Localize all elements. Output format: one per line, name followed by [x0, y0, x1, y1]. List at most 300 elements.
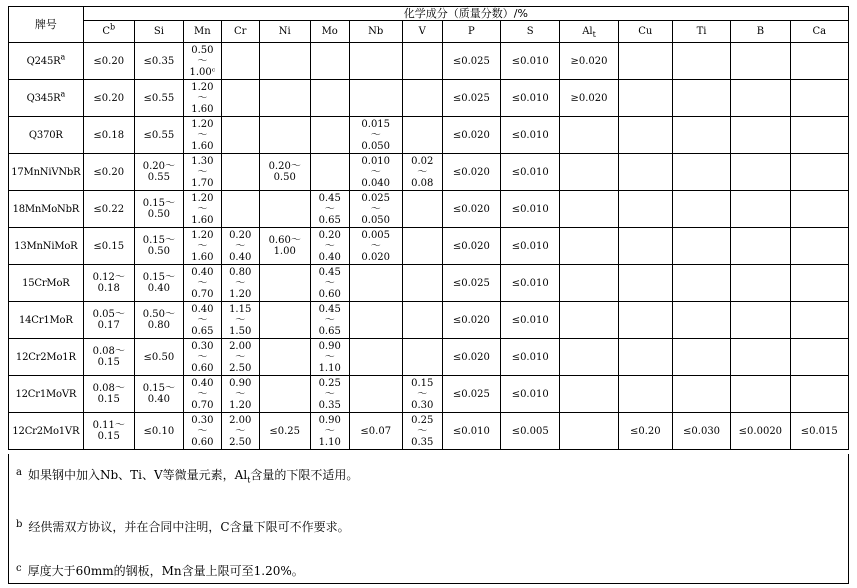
composition-value: ≤0.25 [269, 425, 301, 437]
value-cell-cu [618, 80, 672, 117]
grade-cell [9, 43, 84, 80]
value-cell-v [402, 376, 442, 413]
value-cell-mo [310, 80, 349, 117]
value-cell-v [402, 43, 442, 80]
value-cell-ni [259, 80, 310, 117]
composition-value: 0.50～ 0.80 [142, 309, 176, 331]
value-cell-ca [790, 413, 848, 450]
value-cell-mo [310, 117, 349, 154]
value-cell-al [560, 376, 618, 413]
value-cell-c [83, 265, 134, 302]
value-cell-mn [183, 43, 221, 80]
value-cell-cu [618, 228, 672, 265]
value-cell-ca [790, 191, 848, 228]
value-cell-cu [618, 413, 672, 450]
value-cell-p [442, 413, 500, 450]
value-cell-c [83, 228, 134, 265]
value-cell-cu [618, 117, 672, 154]
composition-value: ≥0.020 [570, 55, 608, 67]
grade-name: 17MnNiVNbR [11, 166, 81, 178]
value-cell-ti [672, 191, 730, 228]
element-symbol: Cu [638, 26, 653, 37]
value-cell-b [731, 154, 790, 191]
element-symbol: Ca [812, 26, 827, 37]
value-cell-cr [221, 339, 259, 376]
value-cell-ti [672, 154, 730, 191]
composition-value: ≤0.18 [93, 129, 125, 141]
table-row [9, 376, 849, 413]
value-cell-cr [221, 43, 259, 80]
grade-name: 13MnNiMoR [14, 240, 78, 252]
value-cell-b [731, 117, 790, 154]
footnote-a-mark: a [16, 467, 22, 478]
table-row [9, 191, 849, 228]
composition-value: ≤0.0020 [738, 425, 783, 437]
composition-value: ≤0.010 [511, 129, 549, 141]
value-cell-p [442, 228, 500, 265]
element-header-ca [790, 21, 848, 43]
composition-value: ≤0.010 [511, 203, 549, 215]
grade-name: 14Cr1MoR [18, 314, 73, 326]
value-cell-cu [618, 265, 672, 302]
value-cell-si [134, 80, 183, 117]
composition-value: 0.90 ～ 1.10 [318, 414, 341, 448]
value-cell-ti [672, 43, 730, 80]
composition-value: ≤0.020 [452, 314, 490, 326]
composition-value: 1.20 ～ 1.60 [191, 229, 214, 263]
value-cell-mo [310, 413, 349, 450]
value-cell-ni [259, 339, 310, 376]
value-cell-s [501, 80, 560, 117]
composition-value: ≤0.55 [143, 92, 175, 104]
value-cell-v [402, 339, 442, 376]
grade-name: Q245R [26, 55, 61, 67]
value-cell-mo [310, 376, 349, 413]
value-cell-nb [349, 80, 402, 117]
value-cell-v [402, 154, 442, 191]
value-cell-mo [310, 339, 349, 376]
value-cell-ti [672, 413, 730, 450]
value-cell-s [501, 117, 560, 154]
grade-name: 12Cr2Mo1VR [12, 425, 80, 437]
value-cell-c [83, 339, 134, 376]
grade-cell [9, 80, 84, 117]
value-cell-nb [349, 339, 402, 376]
value-cell-c [83, 413, 134, 450]
element-symbol: Cr [233, 26, 247, 37]
grade-cell [9, 413, 84, 450]
value-cell-mo [310, 43, 349, 80]
value-cell-b [731, 413, 790, 450]
value-cell-mn [183, 117, 221, 154]
value-cell-v [402, 80, 442, 117]
composition-value: 0.02 ～ 0.08 [411, 155, 434, 189]
value-cell-mn [183, 376, 221, 413]
grade-name: Q370R [28, 129, 63, 141]
value-cell-ni [259, 228, 310, 265]
composition-value: ≤0.030 [683, 425, 721, 437]
value-cell-al [560, 154, 618, 191]
composition-value: 0.90 ～ 1.20 [229, 377, 252, 411]
value-cell-s [501, 43, 560, 80]
table-row [9, 413, 849, 450]
value-cell-v [402, 117, 442, 154]
element-header-c [83, 21, 134, 43]
composition-value: 1.20 ～ 1.60 [191, 118, 214, 152]
table-row [9, 228, 849, 265]
value-cell-c [83, 376, 134, 413]
value-cell-ca [790, 228, 848, 265]
value-cell-v [402, 413, 442, 450]
element-header-mo [310, 21, 349, 43]
composition-value: 2.00 ～ 2.50 [229, 340, 252, 374]
composition-value: 0.45 ～ 0.65 [318, 303, 341, 337]
composition-value: 1.30 ～ 1.70 [191, 155, 214, 189]
value-cell-c [83, 154, 134, 191]
element-header-ti [672, 21, 730, 43]
composition-value: ≤0.20 [93, 92, 125, 104]
value-cell-ti [672, 228, 730, 265]
composition-value: 0.45 ～ 0.65 [318, 192, 341, 226]
composition-value: ≤0.015 [800, 425, 838, 437]
value-cell-b [731, 265, 790, 302]
composition-value: ≤0.15 [93, 240, 125, 252]
value-cell-mn [183, 154, 221, 191]
value-cell-mo [310, 302, 349, 339]
composition-value: ≤0.025 [452, 92, 490, 104]
value-cell-nb [349, 191, 402, 228]
composition-value: 0.50 ～ 1.00ᶜ [189, 44, 216, 78]
composition-value: ≤0.010 [511, 240, 549, 252]
composition-value: ≤0.010 [511, 351, 549, 363]
footnote-c-text: 厚度大于60mm的钢板，Mn含量上限可至1.20%。 [27, 564, 304, 578]
composition-value: 0.15～ 0.40 [142, 272, 176, 294]
footnote-a [16, 468, 358, 484]
composition-value: 0.025 ～ 0.050 [361, 192, 391, 226]
composition-value: ≤0.025 [452, 388, 490, 400]
composition-value: 0.05～ 0.17 [92, 309, 125, 331]
composition-value: ≤0.020 [452, 240, 490, 252]
composition-value: 0.30 ～ 0.60 [191, 340, 214, 374]
value-cell-ca [790, 43, 848, 80]
value-cell-v [402, 265, 442, 302]
composition-value: ≥0.020 [570, 92, 608, 104]
grade-header: 牌号 [9, 7, 84, 43]
value-cell-s [501, 339, 560, 376]
value-cell-cr [221, 265, 259, 302]
value-cell-cr [221, 228, 259, 265]
value-cell-ni [259, 265, 310, 302]
value-cell-c [83, 302, 134, 339]
element-symbol: Mo [321, 26, 338, 37]
value-cell-si [134, 154, 183, 191]
footnote-b-mark: b [16, 519, 23, 530]
grade-name: 12Cr1MoVR [15, 388, 77, 400]
value-cell-nb [349, 376, 402, 413]
composition-value: ≤0.010 [452, 425, 490, 437]
value-cell-al [560, 43, 618, 80]
value-cell-v [402, 228, 442, 265]
value-cell-cu [618, 339, 672, 376]
value-cell-c [83, 117, 134, 154]
value-cell-mn [183, 80, 221, 117]
value-cell-ca [790, 117, 848, 154]
composition-value: ≤0.010 [511, 388, 549, 400]
table-row [9, 117, 849, 154]
composition-value: ≤0.20 [93, 166, 125, 178]
value-cell-cu [618, 376, 672, 413]
value-cell-ni [259, 43, 310, 80]
element-symbol: Mn [194, 26, 211, 37]
composition-value: 0.20～ 0.55 [142, 161, 176, 183]
value-cell-s [501, 302, 560, 339]
value-cell-c [83, 191, 134, 228]
composition-value: ≤0.010 [511, 92, 549, 104]
composition-header: 化学成分（质量分数）/% [83, 7, 848, 21]
composition-value: ≤0.50 [143, 351, 175, 363]
composition-value: 0.12～ 0.18 [92, 272, 125, 294]
value-cell-b [731, 339, 790, 376]
composition-value: ≤0.55 [143, 129, 175, 141]
composition-value: 0.15～ 0.50 [142, 198, 176, 220]
value-cell-nb [349, 43, 402, 80]
composition-value: 1.15 ～ 1.50 [229, 303, 252, 337]
composition-value: ≤0.010 [511, 166, 549, 178]
composition-value: 0.25 ～ 0.35 [411, 414, 434, 448]
composition-value: 0.25 ～ 0.35 [318, 377, 341, 411]
value-cell-cu [618, 43, 672, 80]
value-cell-si [134, 339, 183, 376]
value-cell-si [134, 413, 183, 450]
grade-cell [9, 376, 84, 413]
composition-value: 0.30 ～ 0.60 [191, 414, 214, 448]
composition-value: ≤0.025 [452, 55, 490, 67]
element-header-cu [618, 21, 672, 43]
value-cell-si [134, 191, 183, 228]
value-cell-s [501, 191, 560, 228]
composition-value: 0.015 ～ 0.050 [361, 118, 391, 152]
element-symbol: Ti [696, 26, 707, 37]
value-cell-cr [221, 376, 259, 413]
composition-value: ≤0.07 [360, 425, 392, 437]
value-cell-ni [259, 302, 310, 339]
footnote-b-text: 经供需双方协议，并在合同中注明，C含量下限可不作要求。 [28, 520, 350, 534]
grade-cell [9, 339, 84, 376]
element-header-b [731, 21, 790, 43]
grade-cell [9, 302, 84, 339]
value-cell-p [442, 265, 500, 302]
value-cell-al [560, 265, 618, 302]
value-cell-cu [618, 191, 672, 228]
value-cell-nb [349, 154, 402, 191]
value-cell-p [442, 302, 500, 339]
value-cell-p [442, 43, 500, 80]
element-header-si [134, 21, 183, 43]
value-cell-ti [672, 265, 730, 302]
composition-value: 0.40 ～ 0.70 [191, 266, 214, 300]
footnote-c [16, 564, 304, 580]
value-cell-v [402, 302, 442, 339]
element-header-v [402, 21, 442, 43]
element-symbol: C [102, 26, 111, 37]
value-cell-mo [310, 265, 349, 302]
element-header-ni [259, 21, 310, 43]
value-cell-ti [672, 302, 730, 339]
element-header-p [442, 21, 500, 43]
value-cell-p [442, 117, 500, 154]
value-cell-si [134, 302, 183, 339]
element-header-row [9, 21, 849, 43]
value-cell-b [731, 80, 790, 117]
footnote-c-mark: c [16, 563, 22, 574]
table-row [9, 80, 849, 117]
value-cell-cu [618, 302, 672, 339]
value-cell-nb [349, 228, 402, 265]
value-cell-ca [790, 80, 848, 117]
value-cell-b [731, 376, 790, 413]
composition-value: 0.90 ～ 1.10 [318, 340, 341, 374]
footnote-b [16, 520, 350, 536]
element-symbol: V [418, 26, 426, 37]
value-cell-ni [259, 191, 310, 228]
grade-name: 15CrMoR [22, 277, 70, 289]
value-cell-nb [349, 413, 402, 450]
value-cell-al [560, 413, 618, 450]
value-cell-s [501, 413, 560, 450]
composition-value: ≤0.20 [93, 55, 125, 67]
value-cell-si [134, 117, 183, 154]
value-cell-p [442, 191, 500, 228]
composition-value: ≤0.22 [93, 203, 125, 215]
element-subscript: t [592, 30, 596, 39]
composition-value: ≤0.005 [511, 425, 549, 437]
value-cell-p [442, 376, 500, 413]
value-cell-si [134, 43, 183, 80]
composition-value: 0.11～ 0.15 [92, 420, 125, 442]
value-cell-p [442, 154, 500, 191]
value-cell-al [560, 339, 618, 376]
value-cell-ti [672, 80, 730, 117]
composition-value: ≤0.35 [143, 55, 175, 67]
value-cell-si [134, 376, 183, 413]
element-header-mn [183, 21, 221, 43]
element-symbol: S [526, 26, 534, 37]
value-cell-mo [310, 154, 349, 191]
table-row [9, 43, 849, 80]
composition-value: ≤0.010 [511, 55, 549, 67]
element-symbol: Si [153, 26, 164, 37]
value-cell-ca [790, 376, 848, 413]
value-cell-al [560, 117, 618, 154]
value-cell-ti [672, 339, 730, 376]
value-cell-mo [310, 228, 349, 265]
composition-value: ≤0.010 [511, 314, 549, 326]
composition-value: 0.20 ～ 0.40 [229, 229, 252, 263]
value-cell-b [731, 228, 790, 265]
composition-value: 0.40 ～ 0.65 [191, 303, 214, 337]
grade-cell [9, 154, 84, 191]
composition-value: ≤0.010 [511, 277, 549, 289]
value-cell-mn [183, 228, 221, 265]
composition-value: 0.08～ 0.15 [92, 346, 125, 368]
value-cell-cr [221, 154, 259, 191]
composition-value: ≤0.020 [452, 166, 490, 178]
value-cell-cr [221, 191, 259, 228]
value-cell-ni [259, 413, 310, 450]
table-row [9, 302, 849, 339]
value-cell-ti [672, 376, 730, 413]
value-cell-b [731, 302, 790, 339]
grade-cell [9, 228, 84, 265]
value-cell-nb [349, 117, 402, 154]
grade-name: Q345R [26, 92, 61, 104]
composition-value: 1.20 ～ 1.60 [191, 81, 214, 115]
value-cell-mn [183, 339, 221, 376]
value-cell-ti [672, 117, 730, 154]
element-header-nb [349, 21, 402, 43]
grade-cell [9, 265, 84, 302]
table-row [9, 265, 849, 302]
value-cell-ca [790, 339, 848, 376]
value-cell-ca [790, 154, 848, 191]
element-superscript: b [110, 22, 116, 32]
value-cell-si [134, 265, 183, 302]
composition-value: 0.80 ～ 1.20 [229, 266, 252, 300]
value-cell-c [83, 80, 134, 117]
footnotes [8, 454, 849, 584]
composition-value: 0.45 ～ 0.60 [318, 266, 341, 300]
composition-value: 1.20 ～ 1.60 [191, 192, 214, 226]
value-cell-p [442, 80, 500, 117]
value-cell-cr [221, 413, 259, 450]
value-cell-al [560, 228, 618, 265]
element-header-al [560, 21, 618, 43]
chemical-composition-table [8, 6, 849, 450]
value-cell-mo [310, 191, 349, 228]
value-cell-b [731, 191, 790, 228]
table-row [9, 154, 849, 191]
value-cell-nb [349, 302, 402, 339]
element-symbol: P [468, 26, 475, 37]
footnote-a-text-before: 如果钢中加入Nb、Ti、V等微量元素，Al [27, 468, 248, 482]
value-cell-ca [790, 302, 848, 339]
value-cell-s [501, 376, 560, 413]
element-symbol: Nb [368, 26, 384, 37]
composition-value: 0.15 ～ 0.30 [411, 377, 434, 411]
value-cell-nb [349, 265, 402, 302]
value-cell-si [134, 228, 183, 265]
grade-name: 18MnMoNbR [12, 203, 80, 215]
value-cell-b [731, 43, 790, 80]
footnote-a-text-after: 含量的下限不适用。 [250, 468, 359, 482]
composition-value: 0.60～ 1.00 [268, 235, 301, 257]
value-cell-mn [183, 265, 221, 302]
composition-value: ≤0.020 [452, 351, 490, 363]
grade-cell [9, 117, 84, 154]
footnote-a-subscript: t [247, 475, 251, 485]
composition-value: 2.00 ～ 2.50 [229, 414, 252, 448]
table-row [9, 339, 849, 376]
value-cell-ca [790, 265, 848, 302]
composition-value: 0.20～ 0.50 [268, 161, 301, 183]
composition-value: ≤0.025 [452, 277, 490, 289]
composition-value: ≤0.020 [452, 129, 490, 141]
value-cell-al [560, 302, 618, 339]
value-cell-ni [259, 154, 310, 191]
composition-value: 0.15～ 0.40 [142, 383, 176, 405]
composition-value: ≤0.020 [452, 203, 490, 215]
grade-footnote-mark: a [60, 89, 66, 99]
